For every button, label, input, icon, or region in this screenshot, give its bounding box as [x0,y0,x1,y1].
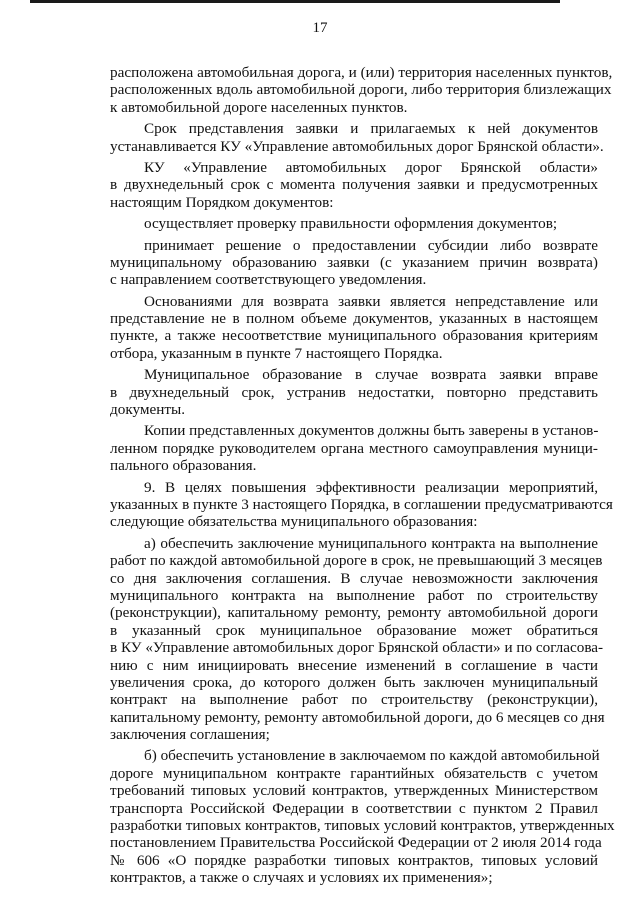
paragraph-line: требований типовых условий контрактов, утвержденных Министерством [110,782,598,800]
page-number: 17 [312,20,328,36]
paragraph-line: расположенных вдоль автомобильной дороги, либо территория близлежащих [110,81,612,99]
document-body [110,64,615,887]
paragraph-line: устанавливается КУ «Управление автомобильных дорог Брянской области». [110,137,604,155]
paragraph-line: б) обеспечить установление в заключаемом по каждой автомобильной [144,747,600,765]
paragraph [110,293,598,363]
paragraph-line: следующие обязательства муниципального образования: [110,513,478,531]
paragraph [110,64,613,116]
paragraph [110,747,615,887]
paragraph [110,422,598,474]
paragraph-line: заключения соглашения; [110,726,270,744]
paragraph [110,120,604,155]
paragraph-line: расположена автомобильная дорога, и (или) территория населенных пунктов, [110,64,613,81]
paragraph-line: а) обеспечить заключение муниципального контракта на выполнение [144,534,598,552]
paragraph-line: увеличения срока, до которого должен быть заключен муниципальный [110,673,598,691]
paragraph-line: пального образования. [110,457,257,475]
paragraph-line: муниципальному образованию заявки (с указанием причин возврата) [110,253,598,271]
paragraph [110,534,605,744]
paragraph [110,366,598,418]
paragraph-line: работ по каждой автомобильной дороге в срок, не превышающий 3 месяцев [110,552,603,570]
paragraph-line: в двухнедельный срок с момента получения заявки и предусмотренных [110,176,598,194]
paragraph-line: Копии представленных документов должны быть заверены в установ- [144,422,599,440]
paragraph-line: представление не в полном объеме документов, указанных в настоящем [110,310,598,328]
paragraph [110,478,613,531]
paragraph-line: контракт на выполнение работ по строительству (реконструкции), [110,691,598,709]
paragraph-line: настоящим Порядком документов: [110,193,334,211]
paragraph-line: осуществляет проверку правильности оформления документов; [144,215,558,233]
paragraph-line: (реконструкции), капитальному ремонту, ремонту автомобильной дороги [110,604,598,622]
paragraph-line: Основаниями для возврата заявки является непредставление или [144,292,598,310]
paragraph-line: Срок представления заявки и прилагаемых к ней документов [144,120,598,138]
paragraph-line: муниципального контракта на выполнение работ по строительству [110,586,598,604]
paragraph-line: № 606 «О порядке разработки типовых контрактов, типовых условий [110,851,598,869]
paragraph-line: со дня заключения соглашения. В случае невозможности заключения [110,569,598,587]
paragraph-line: принимает решение о предоставлении субсидии либо возврате [144,236,598,254]
paragraph [110,159,598,211]
paragraph-line: пункте, а также несоответствие муниципального образования критериям [110,327,598,345]
paragraph-line: в указанный срок муниципальное образование может обратиться [110,621,598,639]
paragraph-line: к автомобильной дороге населенных пунктов. [110,98,408,116]
paragraph-line: указанных в пункте 3 настоящего Порядка, в соглашении предусматриваются [110,495,613,513]
paragraph-line: ленном порядке руководителем органа местного самоуправления муници- [110,439,598,457]
paragraph-line: Муниципальное образование в случае возврата заявки вправе [144,366,598,384]
paragraph-line: капитальному ремонту, ремонту автомобильной дороги, до 6 месяцев со дня [110,708,605,726]
paragraph-line: транспорта Российской Федерации в соответствии с пунктом 2 Правил [110,799,598,817]
paragraph-line: постановлением Правительства Российской Федерации от 2 июля 2014 года [110,834,602,852]
paragraph-line: разработки типовых контрактов, типовых условий контрактов, утвержденных [110,817,615,835]
page-top-rule [30,0,560,3]
paragraph-line: контрактов, а также о случаях и условиях их применения»; [110,869,493,887]
paragraph [110,215,598,232]
paragraph-line: отбора, указанным в пункте 7 настоящего Порядка. [110,344,443,362]
paragraph-line: документы. [110,401,185,419]
paragraph-line: дороге муниципальном контракте гарантийных обязательств с учетом [110,764,598,782]
paragraph-line: в КУ «Управление автомобильных дорог Брянской области» и по согласова- [110,639,604,657]
paragraph-line: КУ «Управление автомобильных дорог Брянской области» [144,158,598,176]
paragraph-line: 9. В целях повышения эффективности реализации мероприятий, [144,478,598,496]
paragraph-line: в двухнедельный срок, устранив недостатки, повторно представить [110,383,598,401]
paragraph [110,237,598,289]
paragraph-line: с направлением соответствующего уведомления. [110,271,427,289]
paragraph-line: нию с ним инициировать внесение изменений в соглашение в части [110,656,598,674]
